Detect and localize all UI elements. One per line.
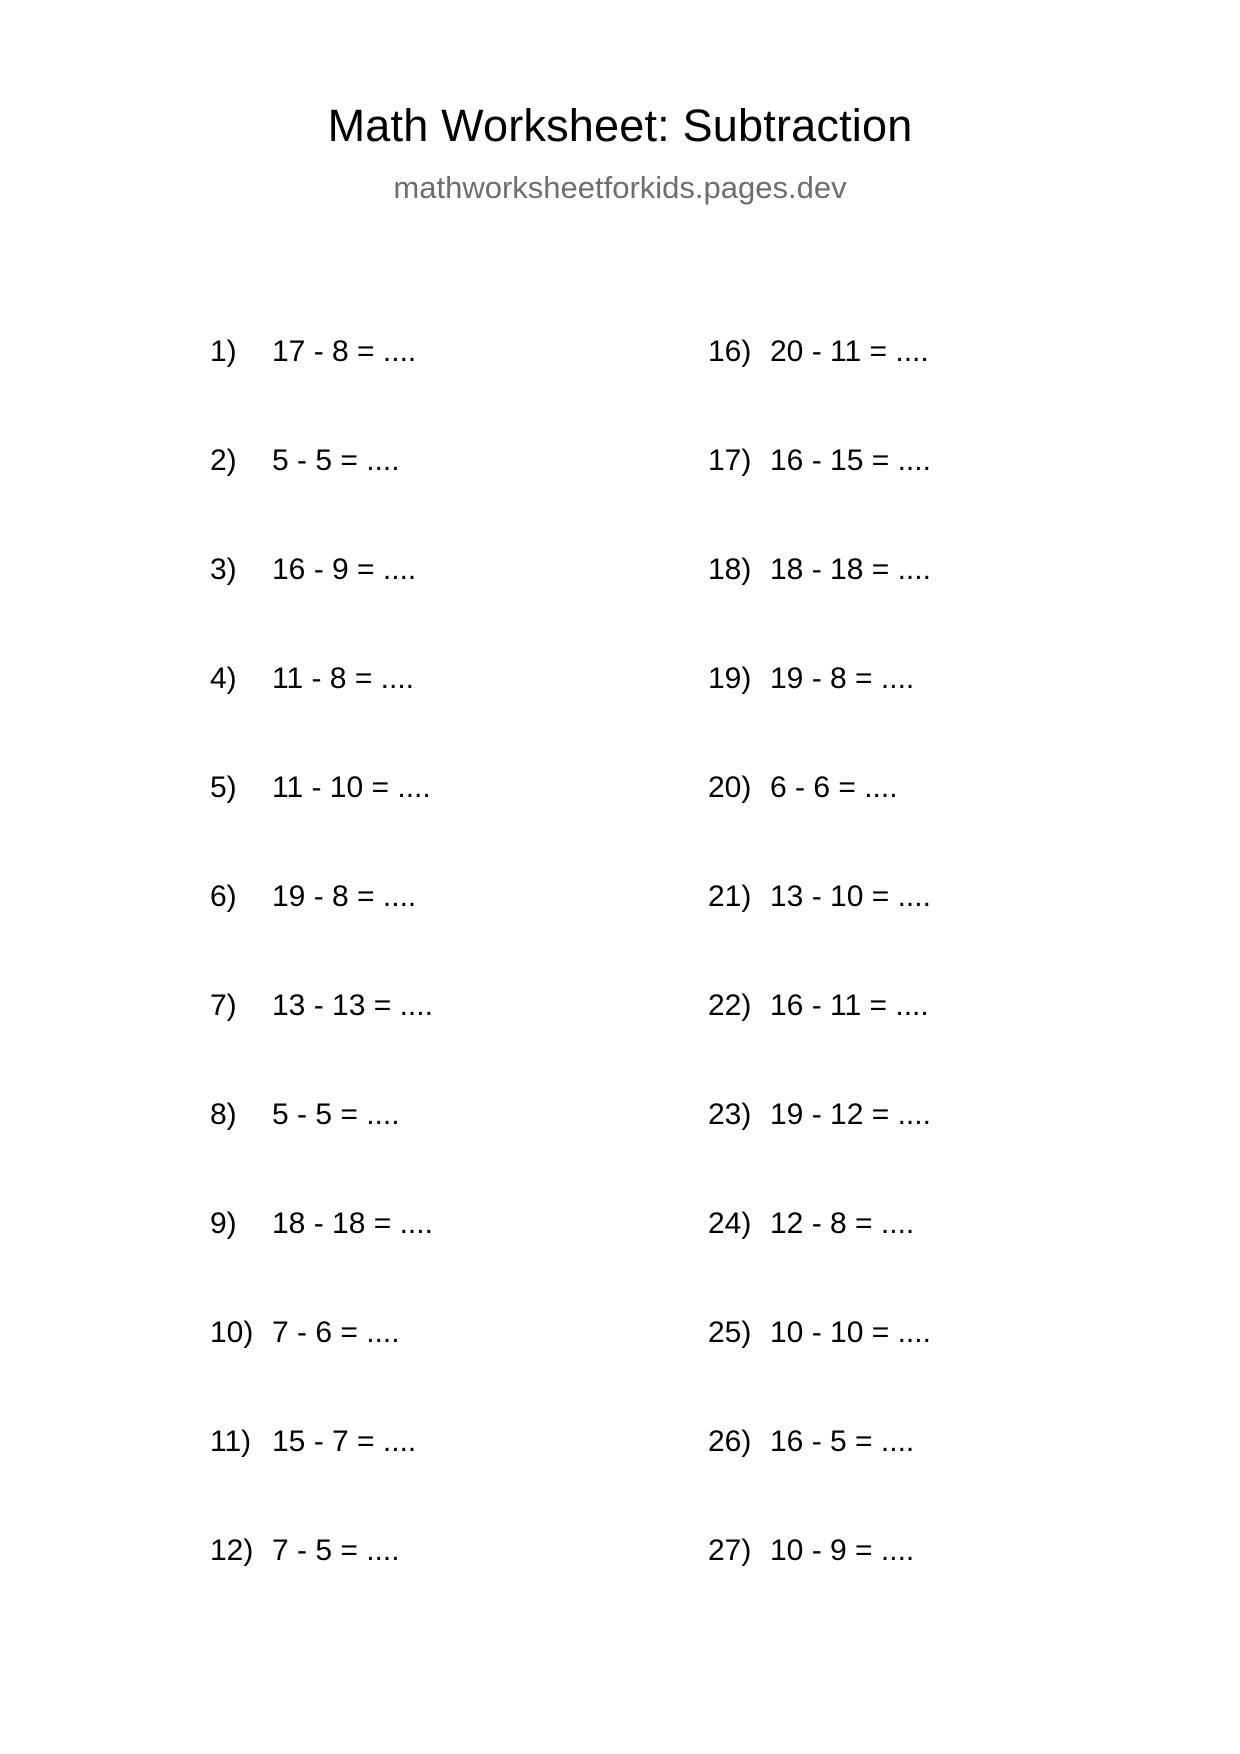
problem-expression: 19 - 8 = .... bbox=[770, 661, 915, 695]
problem-expression: 20 - 11 = .... bbox=[770, 334, 929, 368]
problem-number: 19) bbox=[708, 661, 752, 695]
problem-number: 21) bbox=[708, 879, 752, 913]
problem-item bbox=[120, 842, 620, 951]
problem-number: 22) bbox=[708, 988, 752, 1022]
problem-item bbox=[620, 297, 1120, 406]
problem-number: 10) bbox=[210, 1315, 254, 1349]
problem-expression: 11 - 10 = .... bbox=[272, 770, 431, 804]
problem-item bbox=[620, 1387, 1120, 1496]
problem-grid bbox=[90, 297, 1150, 1605]
problem-number: 12) bbox=[210, 1533, 254, 1567]
problem-expression: 5 - 5 = .... bbox=[272, 1097, 400, 1131]
problem-expression: 19 - 12 = .... bbox=[770, 1097, 931, 1131]
problem-item bbox=[620, 951, 1120, 1060]
problem-item bbox=[620, 842, 1120, 951]
problem-expression: 15 - 7 = .... bbox=[272, 1424, 417, 1458]
problem-item bbox=[620, 624, 1120, 733]
problem-expression: 19 - 8 = .... bbox=[272, 879, 417, 913]
problem-number: 7) bbox=[210, 988, 237, 1022]
problem-expression: 7 - 5 = .... bbox=[272, 1533, 400, 1567]
problem-item bbox=[120, 733, 620, 842]
problem-expression: 16 - 11 = .... bbox=[770, 988, 929, 1022]
problem-item bbox=[120, 1060, 620, 1169]
problem-expression: 13 - 13 = .... bbox=[272, 988, 433, 1022]
problem-item bbox=[620, 1169, 1120, 1278]
problem-expression: 10 - 9 = .... bbox=[770, 1533, 915, 1567]
problem-item bbox=[120, 1387, 620, 1496]
problem-item bbox=[120, 951, 620, 1060]
problem-number: 4) bbox=[210, 661, 237, 695]
problem-expression: 11 - 8 = .... bbox=[272, 661, 415, 695]
problem-item bbox=[620, 1060, 1120, 1169]
problem-item bbox=[120, 1496, 620, 1605]
page-subtitle: mathworksheetforkids.pages.dev bbox=[393, 169, 847, 205]
problem-number: 20) bbox=[708, 770, 752, 804]
problem-number: 23) bbox=[708, 1097, 752, 1131]
problem-item bbox=[120, 297, 620, 406]
problem-item bbox=[620, 515, 1120, 624]
problem-number: 24) bbox=[708, 1206, 752, 1240]
problem-number: 26) bbox=[708, 1424, 752, 1458]
problem-number: 6) bbox=[210, 879, 237, 913]
problem-item bbox=[120, 1278, 620, 1387]
problem-number: 18) bbox=[708, 552, 752, 586]
problem-item bbox=[120, 1169, 620, 1278]
problem-expression: 18 - 18 = .... bbox=[770, 552, 931, 586]
problem-expression: 16 - 5 = .... bbox=[770, 1424, 915, 1458]
problem-item bbox=[620, 733, 1120, 842]
problem-number: 17) bbox=[708, 443, 752, 477]
problem-number: 8) bbox=[210, 1097, 237, 1131]
problem-expression: 6 - 6 = .... bbox=[770, 770, 898, 804]
problem-number: 2) bbox=[210, 443, 237, 477]
problem-item bbox=[120, 624, 620, 733]
problem-expression: 12 - 8 = .... bbox=[770, 1206, 915, 1240]
problem-number: 5) bbox=[210, 770, 237, 804]
problem-item bbox=[620, 1278, 1120, 1387]
problem-number: 11) bbox=[210, 1424, 252, 1458]
problem-expression: 18 - 18 = .... bbox=[272, 1206, 433, 1240]
problem-number: 9) bbox=[210, 1206, 237, 1240]
problem-number: 25) bbox=[708, 1315, 752, 1349]
problem-expression: 5 - 5 = .... bbox=[272, 443, 400, 477]
problem-number: 27) bbox=[708, 1533, 752, 1567]
problem-expression: 16 - 9 = .... bbox=[272, 552, 417, 586]
problem-item bbox=[620, 1496, 1120, 1605]
problem-number: 3) bbox=[210, 552, 237, 586]
problem-number: 1) bbox=[210, 334, 237, 368]
problem-number: 16) bbox=[708, 334, 752, 368]
problem-expression: 16 - 15 = .... bbox=[770, 443, 931, 477]
problem-expression: 10 - 10 = .... bbox=[770, 1315, 931, 1349]
problem-expression: 17 - 8 = .... bbox=[272, 334, 417, 368]
page-title: Math Worksheet: Subtraction bbox=[327, 100, 913, 151]
problem-item bbox=[120, 515, 620, 624]
problem-item bbox=[620, 406, 1120, 515]
problem-expression: 13 - 10 = .... bbox=[770, 879, 931, 913]
problem-item bbox=[120, 406, 620, 515]
problem-expression: 7 - 6 = .... bbox=[272, 1315, 400, 1349]
